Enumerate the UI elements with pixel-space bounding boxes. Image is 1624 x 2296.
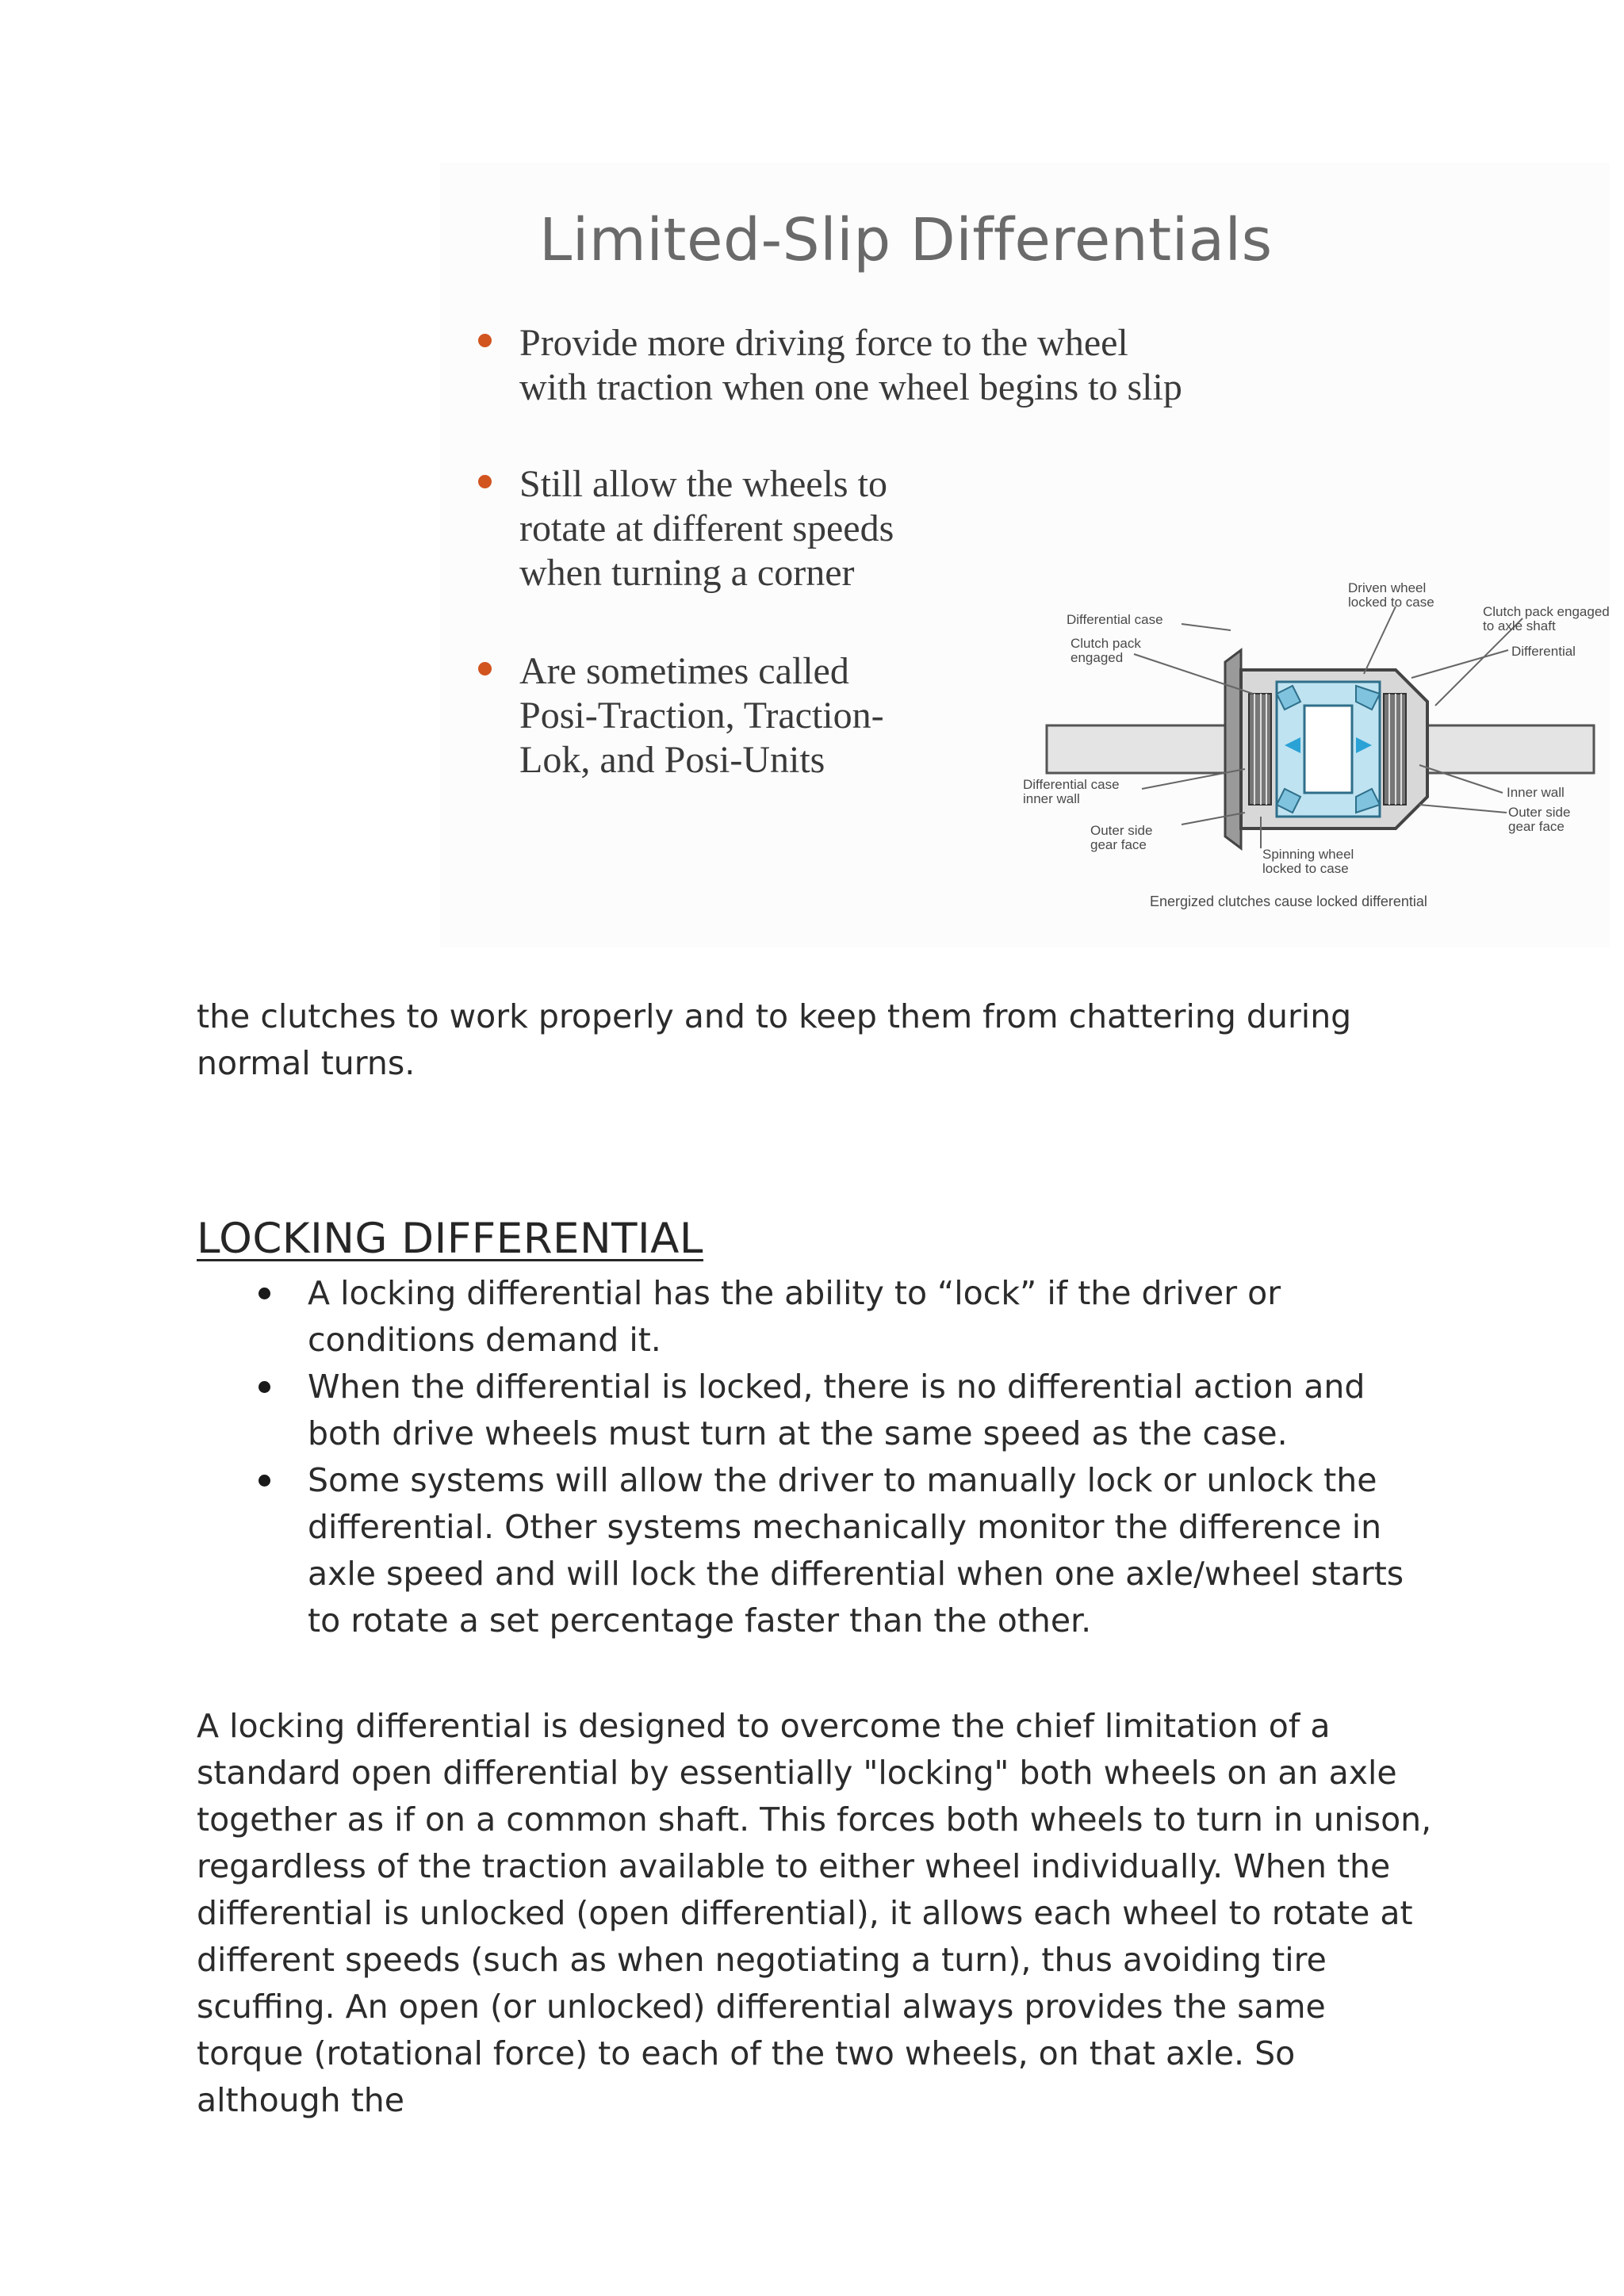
- bullet-dot: [259, 1381, 270, 1393]
- clutch-pack-right: [1384, 694, 1406, 805]
- label-case-inner-wall-2: inner wall: [1023, 791, 1080, 806]
- list-item: [197, 1457, 1434, 1644]
- label-outer-side-left-2: gear face: [1090, 837, 1147, 852]
- diagram-caption: Energized clutches cause locked differential: [1150, 894, 1427, 909]
- section-heading: LOCKING DIFFERENTIAL: [197, 1215, 703, 1263]
- body-paragraph: A locking differential is designed to overcome the chief limitation of a standard open differential by essentially "locking" both wheels on an axle together as if on a common shaft. This forces both wheels to turn in unison, regardless of the traction available to either wheel individually. When the differential is unlocked (open differential), it allows each wheel to rotate at different speeds (such as when negotiating a turn), thus avoiding tire scuffing. An open (or unlocked) differential always provides the same torque (rotational force) to each of the two wheels, on that axle. So although the: [197, 1707, 1432, 2119]
- bullet-dot: [478, 334, 492, 347]
- differential-diagram: [1023, 575, 1610, 939]
- label-clutch-pack: Clutch pack: [1071, 636, 1141, 651]
- label-spinning-wheel: Spinning wheel: [1262, 847, 1354, 862]
- label-clutch-axle: Clutch pack engaged: [1483, 604, 1610, 619]
- list-item-text: Some systems will allow the driver to manually lock or unlock the differential. Other systems mechanically monitor the difference in axle speed and will lock the differential when one axle/wheel starts to rotate a set percentage faster than the other.: [308, 1461, 1404, 1640]
- intro-paragraph: the clutches to work properly and to keep them from chattering during normal turns.: [197, 997, 1352, 1082]
- list-item-text: When the differential is locked, there is no differential action and both drive wheels must turn at the same speed as the case.: [308, 1368, 1365, 1452]
- label-driven-wheel-2: locked to case: [1348, 595, 1434, 610]
- label-clutch-pack-2: engaged: [1071, 650, 1124, 665]
- label-case-inner-wall: Differential case: [1023, 777, 1120, 792]
- slide-bullet-text: Still allow the wheels to rotate at different speeds when turning a corner: [519, 463, 894, 594]
- bullet-dot: [478, 475, 492, 488]
- slide-bullet: [488, 649, 900, 783]
- housing-flange: [1225, 650, 1241, 848]
- clutch-pack-left: [1249, 694, 1271, 805]
- slide-bullet: [488, 321, 1201, 410]
- bullet-dot: [259, 1288, 270, 1299]
- label-inner-wall: Inner wall: [1507, 785, 1565, 800]
- list-item-text: A locking differential has the ability to “lock” if the driver or conditions demand it.: [308, 1274, 1281, 1359]
- list-item: [197, 1270, 1434, 1364]
- slide-image: [440, 163, 1610, 947]
- label-spinning-wheel-2: locked to case: [1262, 861, 1349, 876]
- label-differential: Differential: [1511, 644, 1576, 659]
- label-clutch-axle-2: to axle shaft: [1483, 618, 1556, 633]
- label-outer-side-left: Outer side: [1090, 823, 1153, 838]
- slide-title: Limited-Slip Differentials: [539, 206, 1273, 274]
- bullet-dot: [259, 1475, 270, 1487]
- pinion-shaft: [1304, 706, 1352, 793]
- list-item: [197, 1364, 1434, 1457]
- label-outer-side-right: Outer side: [1508, 805, 1571, 820]
- label-outer-side-right-2: gear face: [1508, 819, 1565, 834]
- bullet-dot: [478, 662, 492, 675]
- bullet-list: [197, 1270, 1434, 1644]
- slide-bullet-text: Provide more driving force to the wheel with traction when one wheel begins to slip: [519, 322, 1182, 408]
- slide-bullet: [488, 462, 900, 595]
- label-differential-case: Differential case: [1067, 612, 1163, 627]
- label-driven-wheel: Driven wheel: [1348, 580, 1427, 595]
- slide-bullet-text: Are sometimes called Posi-Traction, Traction-Lok, and Posi-Units: [519, 650, 884, 781]
